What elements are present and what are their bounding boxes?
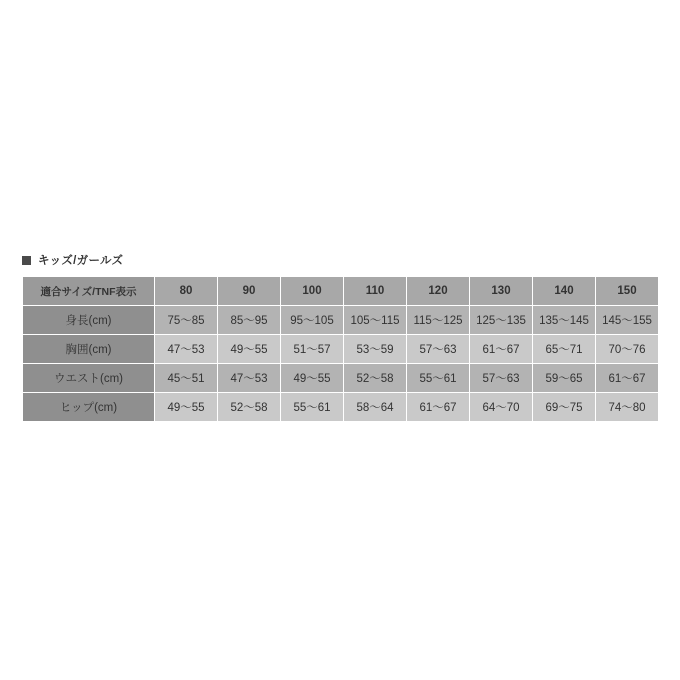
size-chart-block	[22, 252, 658, 422]
measurement-cell: 57〜63	[407, 335, 470, 364]
table-row	[23, 364, 659, 393]
table-row	[23, 393, 659, 422]
size-header-cell: 100	[281, 277, 344, 306]
size-header-cell: 110	[344, 277, 407, 306]
measurement-cell: 135〜145	[533, 306, 596, 335]
measurement-cell: 47〜53	[155, 335, 218, 364]
measurement-cell: 51〜57	[281, 335, 344, 364]
measurement-cell: 64〜70	[470, 393, 533, 422]
size-header-cell: 80	[155, 277, 218, 306]
measurement-cell: 70〜76	[596, 335, 659, 364]
measurement-cell: 52〜58	[344, 364, 407, 393]
chart-caption	[22, 252, 658, 268]
measurement-cell: 125〜135	[470, 306, 533, 335]
measurement-cell: 58〜64	[344, 393, 407, 422]
row-label: 身長(cm)	[23, 306, 155, 335]
measurement-cell: 47〜53	[218, 364, 281, 393]
row-label: ヒップ(cm)	[23, 393, 155, 422]
measurement-cell: 52〜58	[218, 393, 281, 422]
measurement-cell: 61〜67	[596, 364, 659, 393]
table-corner-header: 適合サイズ/TNF表示	[23, 277, 155, 306]
measurement-cell: 55〜61	[407, 364, 470, 393]
size-header-cell: 150	[596, 277, 659, 306]
measurement-cell: 65〜71	[533, 335, 596, 364]
measurement-cell: 61〜67	[407, 393, 470, 422]
measurement-cell: 45〜51	[155, 364, 218, 393]
measurement-cell: 115〜125	[407, 306, 470, 335]
row-label: ウエスト(cm)	[23, 364, 155, 393]
size-header-cell: 130	[470, 277, 533, 306]
measurement-cell: 49〜55	[155, 393, 218, 422]
table-row	[23, 335, 659, 364]
measurement-cell: 59〜65	[533, 364, 596, 393]
row-label: 胸囲(cm)	[23, 335, 155, 364]
table-header-row	[23, 277, 659, 306]
measurement-cell: 49〜55	[218, 335, 281, 364]
measurement-cell: 75〜85	[155, 306, 218, 335]
measurement-cell: 85〜95	[218, 306, 281, 335]
measurement-cell: 74〜80	[596, 393, 659, 422]
size-table	[22, 276, 659, 422]
size-header-cell: 120	[407, 277, 470, 306]
measurement-cell: 145〜155	[596, 306, 659, 335]
measurement-cell: 105〜115	[344, 306, 407, 335]
measurement-cell: 49〜55	[281, 364, 344, 393]
measurement-cell: 61〜67	[470, 335, 533, 364]
size-header-cell: 90	[218, 277, 281, 306]
size-header-cell: 140	[533, 277, 596, 306]
square-marker-icon	[22, 256, 31, 265]
measurement-cell: 53〜59	[344, 335, 407, 364]
measurement-cell: 57〜63	[470, 364, 533, 393]
measurement-cell: 95〜105	[281, 306, 344, 335]
caption-label: キッズ/ガールズ	[38, 255, 124, 267]
measurement-cell: 55〜61	[281, 393, 344, 422]
measurement-cell: 69〜75	[533, 393, 596, 422]
table-row	[23, 306, 659, 335]
